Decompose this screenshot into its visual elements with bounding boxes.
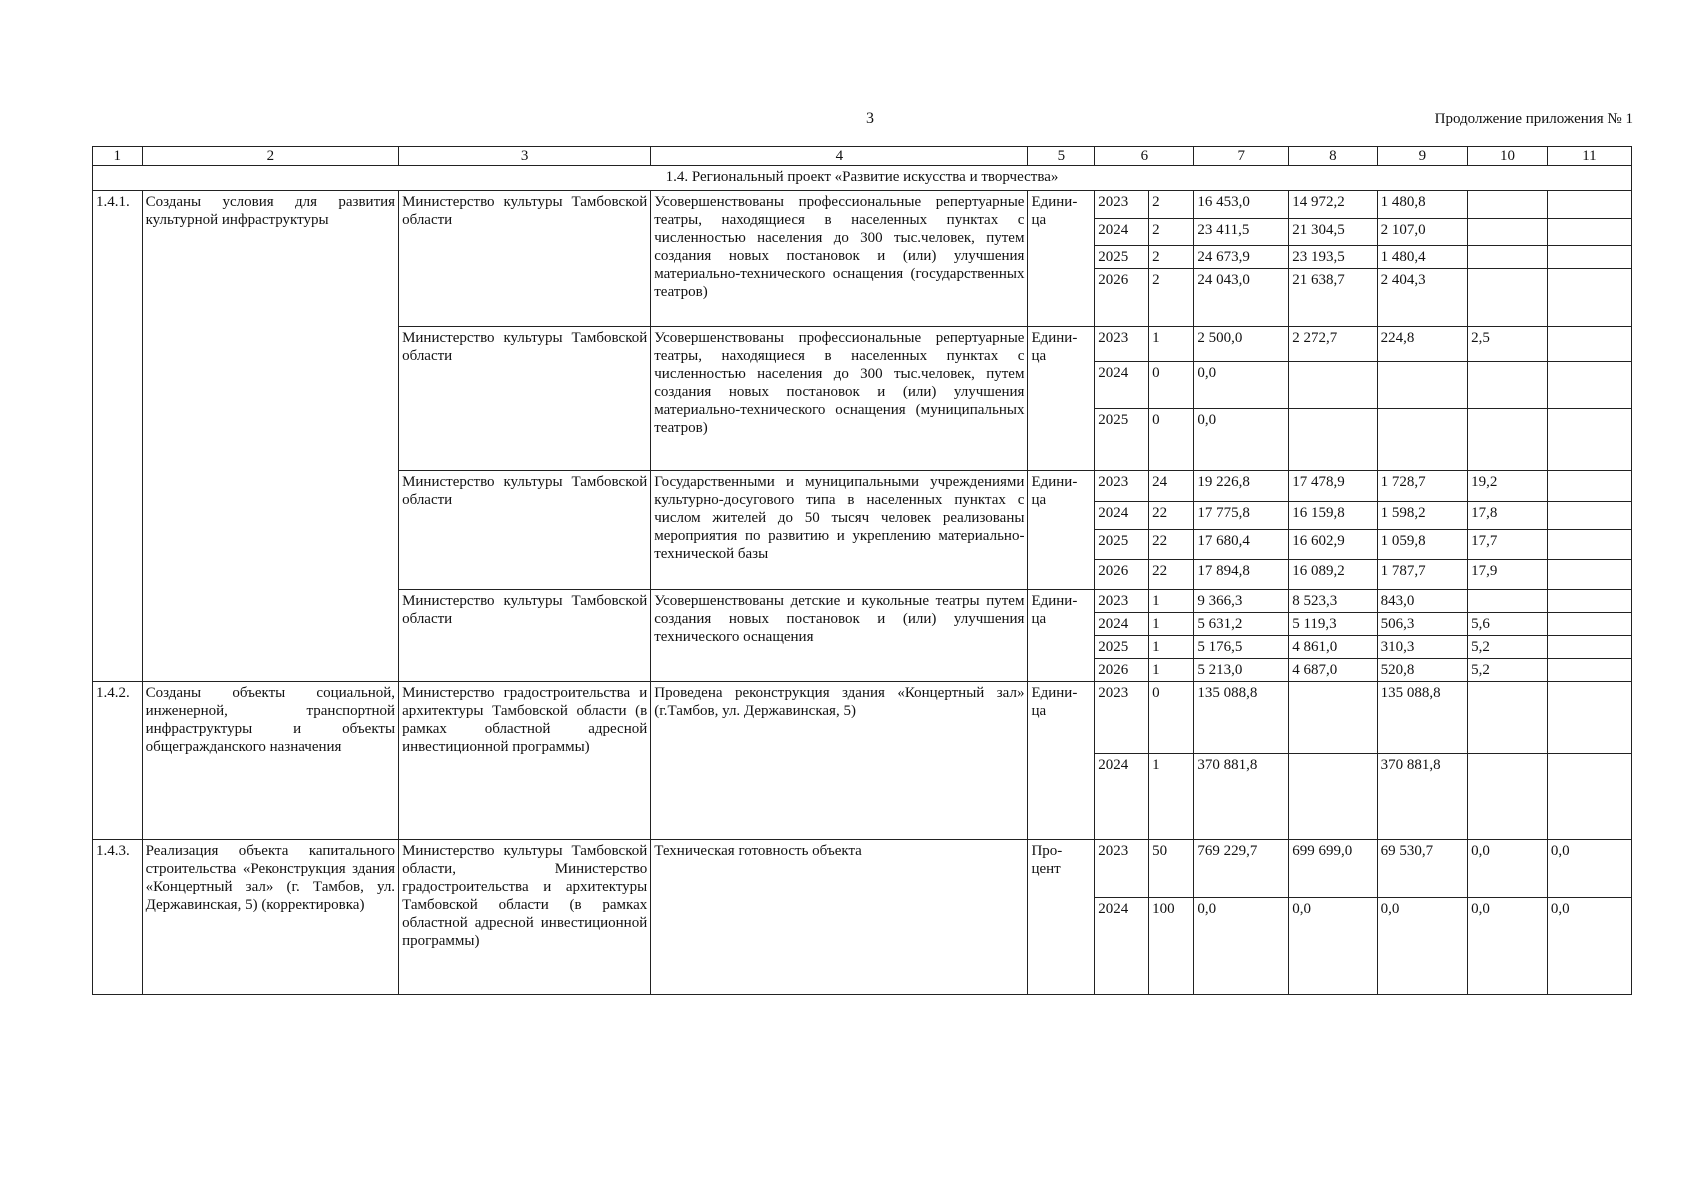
extra-cell xyxy=(1547,613,1631,636)
federal-cell xyxy=(1289,362,1377,409)
item-name: Созданы условия для развития культурной инфраструктуры xyxy=(142,191,399,682)
federal-cell: 16 159,8 xyxy=(1289,502,1377,530)
extra-cell xyxy=(1547,502,1631,530)
total-cell: 17 680,4 xyxy=(1194,530,1289,560)
extra-cell xyxy=(1547,590,1631,613)
federal-cell: 23 193,5 xyxy=(1289,246,1377,269)
federal-cell: 14 972,2 xyxy=(1289,191,1377,219)
federal-cell xyxy=(1289,682,1377,754)
quantity-cell: 0 xyxy=(1149,409,1194,471)
federal-cell: 699 699,0 xyxy=(1289,840,1377,898)
local-cell xyxy=(1468,219,1548,246)
total-cell: 0,0 xyxy=(1194,362,1289,409)
total-cell: 24 673,9 xyxy=(1194,246,1289,269)
quantity-cell: 1 xyxy=(1149,327,1194,362)
local-cell xyxy=(1468,682,1548,754)
executor-cell: Министерство культуры Тамбовской области xyxy=(399,191,651,327)
column-number: 10 xyxy=(1468,147,1548,166)
regional-cell: 2 107,0 xyxy=(1377,219,1468,246)
unit-cell: Едини-ца xyxy=(1028,191,1095,327)
year-cell: 2024 xyxy=(1095,219,1149,246)
total-cell: 135 088,8 xyxy=(1194,682,1289,754)
quantity-cell: 100 xyxy=(1149,898,1194,995)
quantity-cell: 1 xyxy=(1149,613,1194,636)
federal-cell: 16 089,2 xyxy=(1289,560,1377,590)
local-cell: 5,2 xyxy=(1468,659,1548,682)
year-cell: 2023 xyxy=(1095,682,1149,754)
local-cell xyxy=(1468,590,1548,613)
quantity-cell: 22 xyxy=(1149,530,1194,560)
result-cell: Государственными и муниципальными учреждениями культурно-досугового типа в населенных пунктах с числом жителей до 50 тысяч человек реализованы мероприятия по развитию и укреплению материально-технической базы xyxy=(651,471,1028,590)
total-cell: 2 500,0 xyxy=(1194,327,1289,362)
total-cell: 24 043,0 xyxy=(1194,269,1289,327)
federal-cell: 4 861,0 xyxy=(1289,636,1377,659)
year-cell: 2024 xyxy=(1095,613,1149,636)
year-cell: 2023 xyxy=(1095,590,1149,613)
extra-cell xyxy=(1547,560,1631,590)
local-cell xyxy=(1468,362,1548,409)
year-cell: 2023 xyxy=(1095,471,1149,502)
federal-cell xyxy=(1289,409,1377,471)
federal-cell: 0,0 xyxy=(1289,898,1377,995)
total-cell: 16 453,0 xyxy=(1194,191,1289,219)
total-cell: 17 894,8 xyxy=(1194,560,1289,590)
regional-cell: 2 404,3 xyxy=(1377,269,1468,327)
regional-cell: 843,0 xyxy=(1377,590,1468,613)
local-cell xyxy=(1468,754,1548,840)
quantity-cell: 0 xyxy=(1149,362,1194,409)
total-cell: 0,0 xyxy=(1194,409,1289,471)
quantity-cell: 2 xyxy=(1149,246,1194,269)
executor-cell: Министерство культуры Тамбовской области, Министерство градостроительства и архитектуры Тамбовской области (в рамках областной адресной инвестиционной программы) xyxy=(399,840,651,995)
column-number: 2 xyxy=(142,147,399,166)
total-cell: 370 881,8 xyxy=(1194,754,1289,840)
federal-cell: 4 687,0 xyxy=(1289,659,1377,682)
extra-cell xyxy=(1547,191,1631,219)
year-cell: 2023 xyxy=(1095,327,1149,362)
quantity-cell: 2 xyxy=(1149,219,1194,246)
local-cell xyxy=(1468,246,1548,269)
column-number: 1 xyxy=(93,147,143,166)
local-cell: 19,2 xyxy=(1468,471,1548,502)
section-row xyxy=(93,166,1632,191)
quantity-cell: 0 xyxy=(1149,682,1194,754)
item-code: 1.4.3. xyxy=(93,840,143,995)
total-cell: 769 229,7 xyxy=(1194,840,1289,898)
unit-cell: Едини-ца xyxy=(1028,471,1095,590)
local-cell: 0,0 xyxy=(1468,840,1548,898)
local-cell xyxy=(1468,409,1548,471)
regional-cell xyxy=(1377,362,1468,409)
year-cell: 2026 xyxy=(1095,560,1149,590)
result-cell: Усовершенствованы профессиональные репертуарные театры, находящиеся в населенных пунктах с численностью населения до 300 тыс.человек, путем создания новых постановок и (или) улучшения материально-технического оснащения (государственных театров) xyxy=(651,191,1028,327)
total-cell: 23 411,5 xyxy=(1194,219,1289,246)
total-cell: 5 176,5 xyxy=(1194,636,1289,659)
federal-cell: 8 523,3 xyxy=(1289,590,1377,613)
regional-cell: 520,8 xyxy=(1377,659,1468,682)
executor-cell: Министерство культуры Тамбовской области xyxy=(399,471,651,590)
column-number: 4 xyxy=(651,147,1028,166)
local-cell: 17,7 xyxy=(1468,530,1548,560)
item-code: 1.4.1. xyxy=(93,191,143,682)
quantity-cell: 1 xyxy=(1149,659,1194,682)
year-cell: 2024 xyxy=(1095,754,1149,840)
regional-cell: 1 059,8 xyxy=(1377,530,1468,560)
quantity-cell: 24 xyxy=(1149,471,1194,502)
federal-cell: 5 119,3 xyxy=(1289,613,1377,636)
executor-cell: Министерство культуры Тамбовской области xyxy=(399,590,651,682)
regional-cell: 506,3 xyxy=(1377,613,1468,636)
item-code: 1.4.2. xyxy=(93,682,143,840)
year-cell: 2024 xyxy=(1095,898,1149,995)
extra-cell xyxy=(1547,530,1631,560)
result-cell: Техническая готовность объекта xyxy=(651,840,1028,995)
local-cell: 5,6 xyxy=(1468,613,1548,636)
column-number: 7 xyxy=(1194,147,1289,166)
quantity-cell: 2 xyxy=(1149,269,1194,327)
year-cell: 2025 xyxy=(1095,530,1149,560)
local-cell: 17,9 xyxy=(1468,560,1548,590)
table-row xyxy=(93,682,1632,754)
quantity-cell: 50 xyxy=(1149,840,1194,898)
unit-cell: Едини-ца xyxy=(1028,682,1095,840)
column-number: 5 xyxy=(1028,147,1095,166)
table-row xyxy=(93,191,1632,219)
extra-cell xyxy=(1547,659,1631,682)
federal-cell: 16 602,9 xyxy=(1289,530,1377,560)
quantity-cell: 2 xyxy=(1149,191,1194,219)
regional-cell: 370 881,8 xyxy=(1377,754,1468,840)
year-cell: 2025 xyxy=(1095,409,1149,471)
local-cell: 0,0 xyxy=(1468,898,1548,995)
local-cell: 5,2 xyxy=(1468,636,1548,659)
extra-cell xyxy=(1547,219,1631,246)
quantity-cell: 22 xyxy=(1149,560,1194,590)
result-cell: Проведена реконструкция здания «Концертный зал» (г.Тамбов, ул. Державинская, 5) xyxy=(651,682,1028,840)
program-table xyxy=(92,146,1632,995)
item-name: Созданы объекты социальной, инженерной, транспортной инфраструктуры и объекты общегражданского назначения xyxy=(142,682,399,840)
extra-cell xyxy=(1547,409,1631,471)
year-cell: 2025 xyxy=(1095,636,1149,659)
extra-cell xyxy=(1547,362,1631,409)
total-cell: 0,0 xyxy=(1194,898,1289,995)
extra-cell xyxy=(1547,327,1631,362)
year-cell: 2023 xyxy=(1095,840,1149,898)
total-cell: 5 631,2 xyxy=(1194,613,1289,636)
column-number: 6 xyxy=(1095,147,1194,166)
regional-cell: 135 088,8 xyxy=(1377,682,1468,754)
regional-cell xyxy=(1377,409,1468,471)
appendix-note: Продолжение приложения № 1 xyxy=(1434,111,1633,127)
result-cell: Усовершенствованы профессиональные репертуарные театры, находящиеся в населенных пунктах с численностью населения до 300 тыс.человек, путем создания новых постановок и (или) улучшения материально-технического оснащения (муниципальных театров) xyxy=(651,327,1028,471)
year-cell: 2024 xyxy=(1095,362,1149,409)
regional-cell: 69 530,7 xyxy=(1377,840,1468,898)
table-row xyxy=(93,840,1632,898)
extra-cell xyxy=(1547,682,1631,754)
executor-cell: Министерство градостроительства и архитектуры Тамбовской области (в рамках областной адресной инвестиционной программы) xyxy=(399,682,651,840)
unit-cell: Едини-ца xyxy=(1028,590,1095,682)
regional-cell: 224,8 xyxy=(1377,327,1468,362)
local-cell xyxy=(1468,269,1548,327)
regional-cell: 1 598,2 xyxy=(1377,502,1468,530)
year-cell: 2026 xyxy=(1095,659,1149,682)
federal-cell: 21 304,5 xyxy=(1289,219,1377,246)
total-cell: 9 366,3 xyxy=(1194,590,1289,613)
section-title: 1.4. Региональный проект «Развитие искусства и творчества» xyxy=(93,166,1632,191)
column-number: 9 xyxy=(1377,147,1468,166)
unit-cell: Про-цент xyxy=(1028,840,1095,995)
column-number-row xyxy=(93,147,1632,166)
regional-cell: 310,3 xyxy=(1377,636,1468,659)
federal-cell xyxy=(1289,754,1377,840)
regional-cell: 1 728,7 xyxy=(1377,471,1468,502)
regional-cell: 1 480,4 xyxy=(1377,246,1468,269)
extra-cell xyxy=(1547,471,1631,502)
item-name: Реализация объекта капитального строительства «Реконструкция здания «Концертный зал» (г. Тамбов, ул. Державинская, 5) (корректировка) xyxy=(142,840,399,995)
federal-cell: 2 272,7 xyxy=(1289,327,1377,362)
column-number: 3 xyxy=(399,147,651,166)
total-cell: 5 213,0 xyxy=(1194,659,1289,682)
extra-cell: 0,0 xyxy=(1547,898,1631,995)
local-cell: 2,5 xyxy=(1468,327,1548,362)
column-number: 11 xyxy=(1547,147,1631,166)
local-cell: 17,8 xyxy=(1468,502,1548,530)
regional-cell: 1 480,8 xyxy=(1377,191,1468,219)
quantity-cell: 22 xyxy=(1149,502,1194,530)
unit-cell: Едини-ца xyxy=(1028,327,1095,471)
year-cell: 2025 xyxy=(1095,246,1149,269)
extra-cell xyxy=(1547,754,1631,840)
regional-cell: 1 787,7 xyxy=(1377,560,1468,590)
federal-cell: 21 638,7 xyxy=(1289,269,1377,327)
quantity-cell: 1 xyxy=(1149,636,1194,659)
executor-cell: Министерство культуры Тамбовской области xyxy=(399,327,651,471)
federal-cell: 17 478,9 xyxy=(1289,471,1377,502)
local-cell xyxy=(1468,191,1548,219)
result-cell: Усовершенствованы детские и кукольные театры путем создания новых постановок и (или) улучшения технического оснащения xyxy=(651,590,1028,682)
column-number: 8 xyxy=(1289,147,1377,166)
total-cell: 17 775,8 xyxy=(1194,502,1289,530)
year-cell: 2024 xyxy=(1095,502,1149,530)
year-cell: 2023 xyxy=(1095,191,1149,219)
page-number: 3 xyxy=(866,110,874,127)
total-cell: 19 226,8 xyxy=(1194,471,1289,502)
extra-cell xyxy=(1547,636,1631,659)
year-cell: 2026 xyxy=(1095,269,1149,327)
extra-cell: 0,0 xyxy=(1547,840,1631,898)
extra-cell xyxy=(1547,269,1631,327)
regional-cell: 0,0 xyxy=(1377,898,1468,995)
extra-cell xyxy=(1547,246,1631,269)
quantity-cell: 1 xyxy=(1149,754,1194,840)
quantity-cell: 1 xyxy=(1149,590,1194,613)
